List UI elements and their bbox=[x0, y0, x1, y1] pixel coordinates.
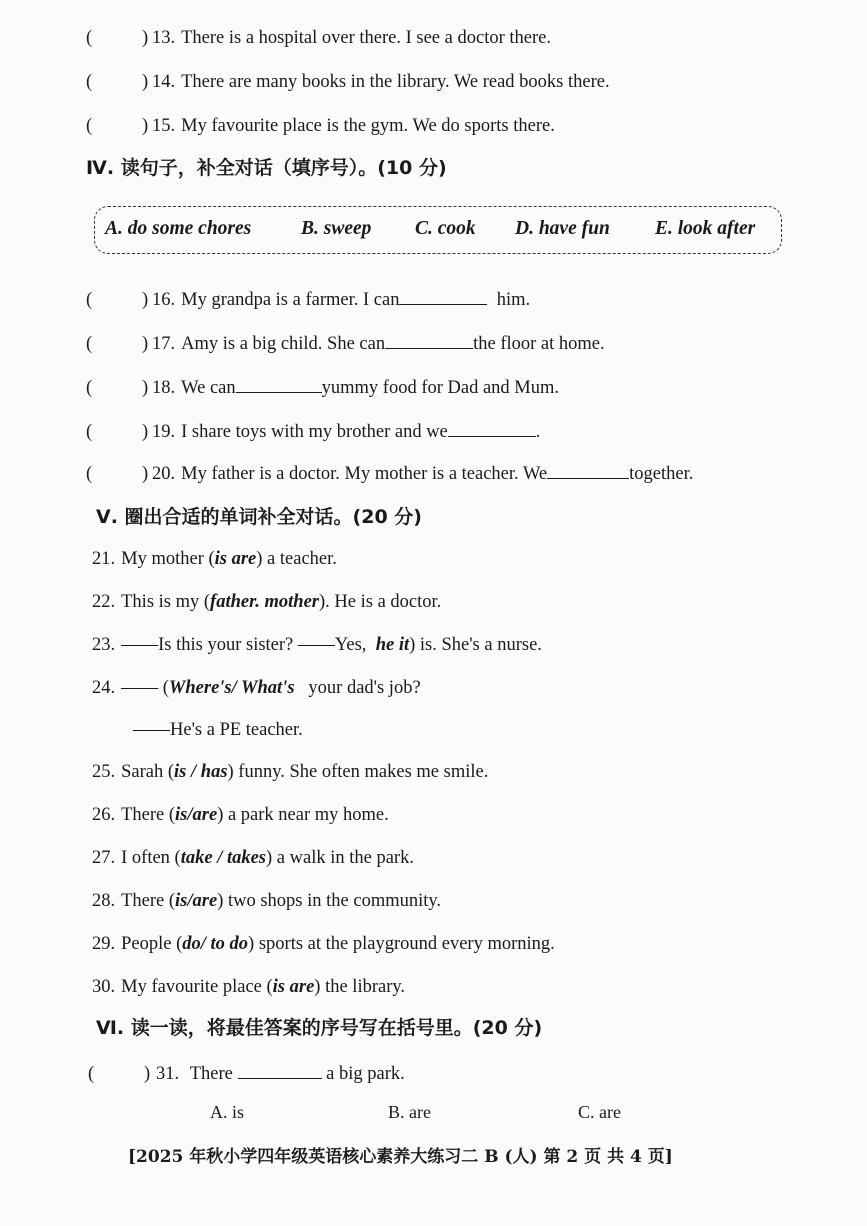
word-options[interactable]: take / takes bbox=[180, 848, 267, 868]
fill-blank[interactable] bbox=[448, 418, 536, 437]
question-24-reply: ——He's a PE teacher. bbox=[133, 720, 303, 740]
answer-paren[interactable]: ( ) bbox=[86, 72, 149, 92]
answer-paren[interactable]: ( ) bbox=[86, 28, 149, 48]
answer-paren[interactable]: ( ) bbox=[88, 1064, 151, 1084]
question-13: ( ) 13. There is a hospital over there. I see a doctor there. bbox=[86, 28, 551, 48]
question-19: ( ) 19. I share toys with my brother and we . bbox=[86, 418, 540, 444]
fill-blank[interactable] bbox=[238, 1060, 322, 1079]
answer-paren[interactable]: ( ) bbox=[86, 378, 149, 398]
question-24: 24. —— (Where's/ What's your dad's job? bbox=[92, 678, 421, 698]
question-14: ( ) 14. There are many books in the library. We read books there. bbox=[86, 72, 610, 92]
question-18: ( ) 18. We can yummy food for Dad and Mum. bbox=[86, 374, 559, 400]
word-choice-a: A. do some chores bbox=[105, 218, 252, 239]
option-c[interactable]: C. are bbox=[578, 1102, 621, 1122]
question-17: ( ) 17. Amy is a big child. She can the floor at home. bbox=[86, 330, 605, 356]
word-choice-c: C. cook bbox=[415, 218, 476, 239]
answer-paren[interactable]: ( ) bbox=[86, 464, 149, 484]
word-options[interactable]: is/are bbox=[175, 805, 218, 825]
question-31: ( ) 31. There a big park. bbox=[88, 1060, 405, 1086]
question-22: 22. This is my (father. mother). He is a doctor. bbox=[92, 592, 442, 612]
question-21: 21. My mother (is are) a teacher. bbox=[92, 549, 337, 569]
fill-blank[interactable] bbox=[236, 374, 322, 393]
question-23: 23. ——Is this your sister? ——Yes, he it) is. She's a nurse. bbox=[92, 635, 542, 655]
question-29: 29. People (do/ to do) sports at the playground every morning. bbox=[92, 934, 555, 954]
word-options[interactable]: father. mother bbox=[210, 592, 319, 612]
word-options[interactable]: is / has bbox=[174, 762, 228, 782]
question-20: ( ) 20. My father is a doctor. My mother is a teacher. We together. bbox=[86, 460, 693, 486]
word-bank-box bbox=[94, 206, 782, 254]
question-26: 26. There (is/are) a park near my home. bbox=[92, 805, 389, 825]
section-heading-5: Ⅴ. 圈出合适的单词补全对话。(20 分) bbox=[96, 506, 422, 528]
word-choice-b: B. sweep bbox=[301, 218, 372, 239]
word-choice-e: E. look after bbox=[655, 218, 756, 239]
word-options[interactable]: is/are bbox=[175, 891, 218, 911]
question-27: 27. I often (take / takes) a walk in the park. bbox=[92, 848, 414, 868]
word-options[interactable]: Where's/ What's bbox=[168, 678, 295, 698]
answer-paren[interactable]: ( ) bbox=[86, 116, 149, 136]
fill-blank[interactable] bbox=[385, 330, 473, 349]
fill-blank[interactable] bbox=[399, 286, 487, 305]
section-heading-6: Ⅵ. 读一读，将最佳答案的序号写在括号里。(20 分) bbox=[96, 1017, 543, 1039]
word-options[interactable]: is are bbox=[214, 549, 257, 569]
option-b[interactable]: B. are bbox=[388, 1102, 431, 1122]
question-16: ( ) 16. My grandpa is a farmer. I can him. bbox=[86, 286, 530, 312]
word-options[interactable]: do/ to do bbox=[182, 934, 249, 954]
answer-paren[interactable]: ( ) bbox=[86, 334, 149, 354]
answer-paren[interactable]: ( ) bbox=[86, 290, 149, 310]
section-heading-4: Ⅳ. 读句子，补全对话（填序号）。(10 分) bbox=[86, 157, 447, 179]
question-25: 25. Sarah (is / has) funny. She often makes me smile. bbox=[92, 762, 489, 782]
question-30: 30. My favourite place (is are) the library. bbox=[92, 977, 406, 997]
word-choice-d: D. have fun bbox=[515, 218, 610, 239]
question-28: 28. There (is/are) two shops in the community. bbox=[92, 891, 442, 911]
word-options[interactable]: he it bbox=[375, 635, 410, 655]
question-15: ( ) 15. My favourite place is the gym. We do sports there. bbox=[86, 116, 555, 136]
word-options[interactable]: is are bbox=[272, 977, 315, 997]
option-a[interactable]: A. is bbox=[210, 1102, 245, 1122]
fill-blank[interactable] bbox=[547, 460, 629, 479]
answer-paren[interactable]: ( ) bbox=[86, 422, 149, 442]
page-footer: [2025 年秋小学四年级英语核心素养大练习二 B (人) 第 2 页 共 4 页] bbox=[128, 1147, 673, 1167]
